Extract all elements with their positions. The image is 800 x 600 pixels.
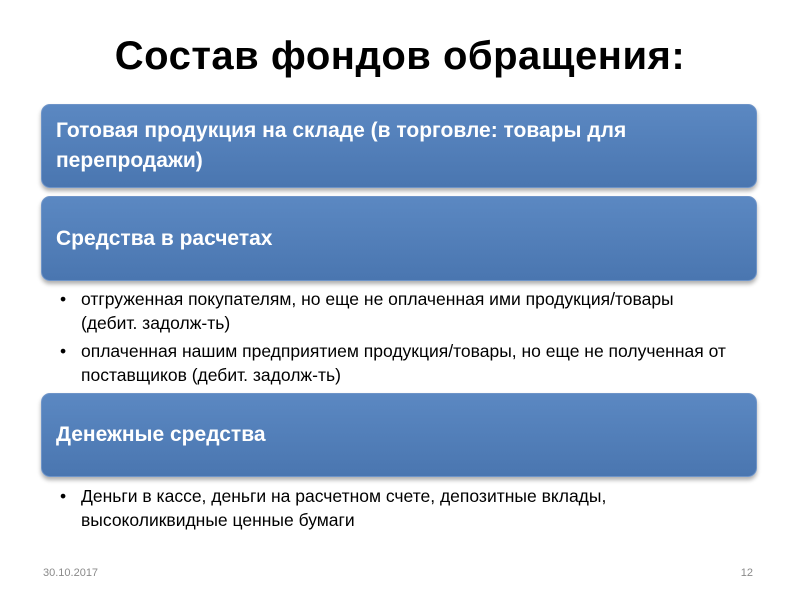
section-box-finished-goods bbox=[41, 104, 757, 188]
bullet-text: оплаченная нашим предприятием продукция/товары, но еще не полученная от поставщиков (дебит. задолж-ть) bbox=[81, 341, 726, 385]
bullet-icon: • bbox=[60, 486, 67, 506]
page-number: 12 bbox=[740, 567, 753, 579]
slide-title: Состав фондов обращения: bbox=[114, 34, 686, 78]
section-heading: Денежные средства bbox=[56, 423, 266, 446]
bullet-icon: • bbox=[60, 341, 67, 361]
receivables-bullet-list bbox=[56, 287, 726, 391]
cash-bullet-list bbox=[56, 484, 726, 536]
list-item bbox=[56, 339, 726, 387]
bullet-icon: • bbox=[60, 289, 67, 309]
footer-date: 30.10.2017 bbox=[43, 567, 99, 579]
list-item bbox=[56, 484, 726, 532]
section-heading: Средства в расчетах bbox=[56, 226, 273, 250]
section-box-receivables bbox=[41, 196, 757, 281]
section-heading: Готовая продукция на складе (в торговле: товары для перепродажи) bbox=[56, 119, 627, 172]
list-item bbox=[56, 287, 726, 335]
section-box-cash bbox=[41, 393, 757, 477]
bullet-text: отгруженная покупателям, но еще не оплаченная ими продукция/товары (дебит. задолж-ть) bbox=[81, 289, 674, 333]
bullet-text: Деньги в кассе, деньги на расчетном счете, депозитные вклады, высоколиквидные ценные бумаги bbox=[81, 486, 607, 530]
